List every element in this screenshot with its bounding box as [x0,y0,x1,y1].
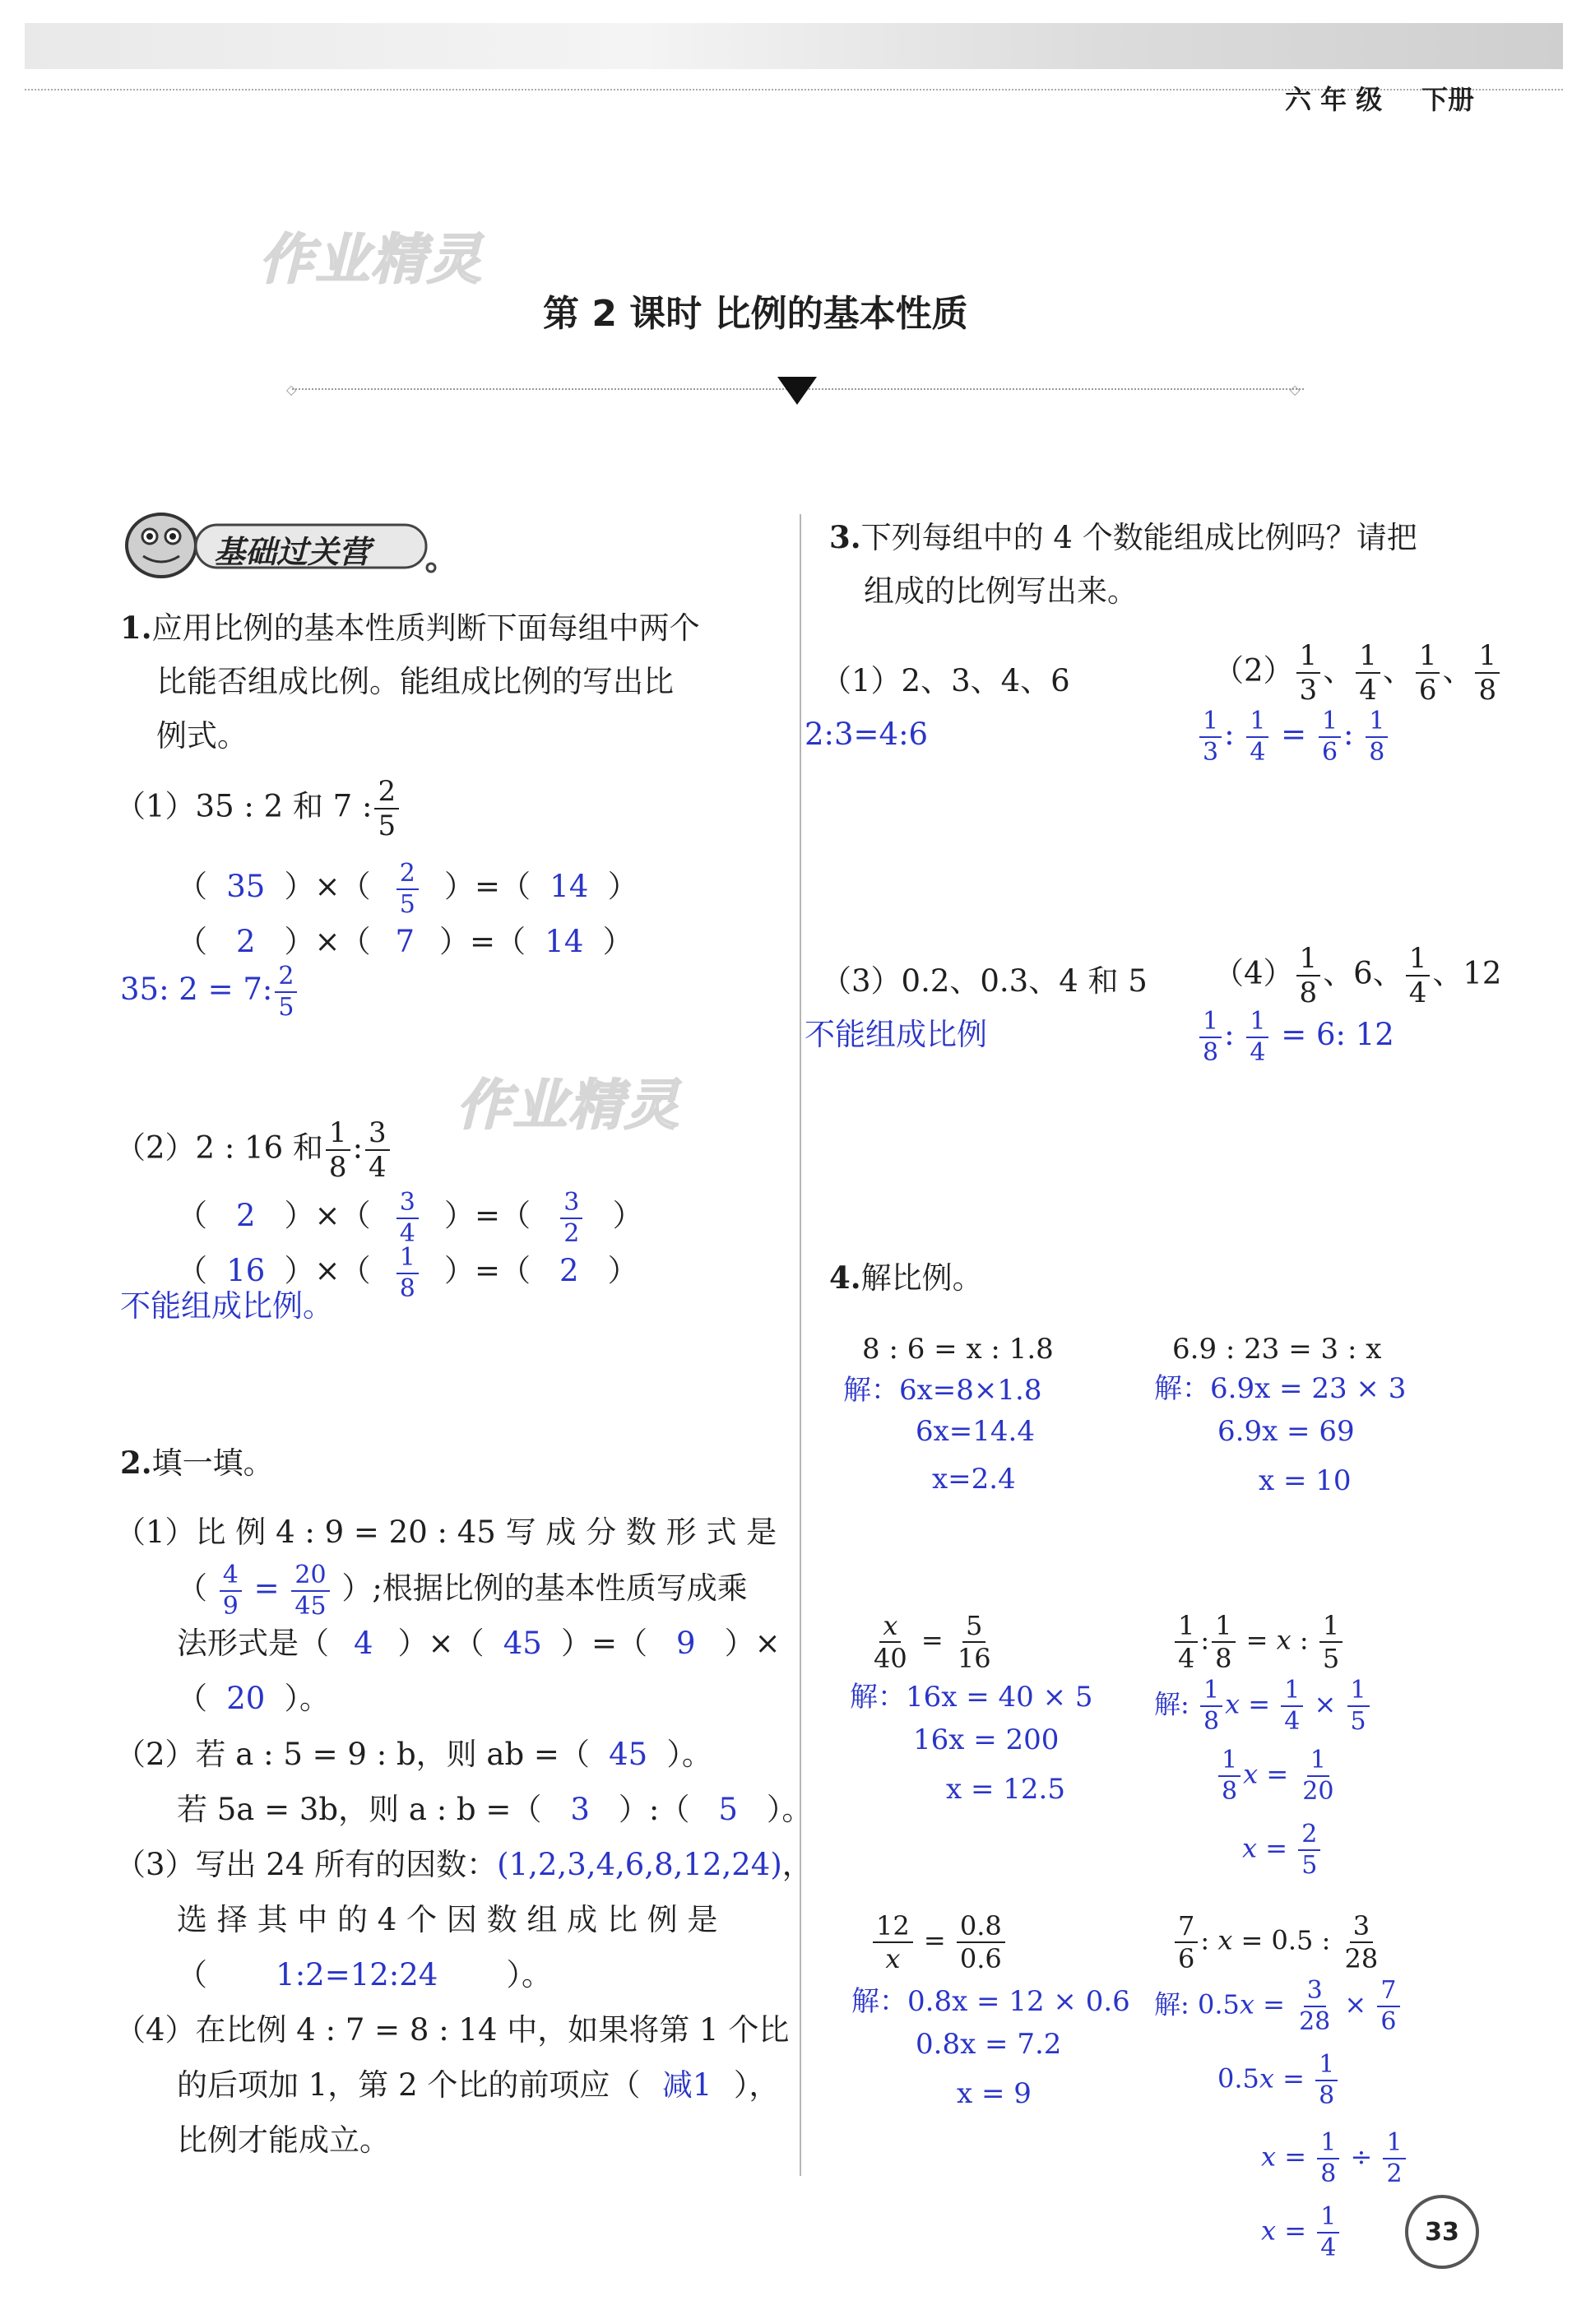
q4-e5-step3: x = 9 [957,2077,1032,2110]
down-triangle-icon [777,377,817,405]
q3-p2-answer: $\frac{1}{3}$ : $\frac{1}{4}$ = $\frac{1}{6}$ : $\frac{1}{8}$ [1197,707,1390,765]
q3-line1: 3.下列每组中的 4 个数能组成比例吗？请把 [829,519,1417,555]
q2-p4-line2: 的后项加 1，第 2 个比的前项应（ 减1 ）， [177,2067,780,2103]
q4-e5-step1: 解：0.8x = 12 × 0.6 [851,1985,1130,2018]
q1-line2: 比能否组成比例。能组成比例的写出比 [156,664,674,699]
q4-e1-problem: 8 : 6 = x : 1.8 [862,1333,1054,1366]
q4-e6-step2: 0.5x = $\frac{1}{8}$ [1217,2053,1340,2108]
q4-e6-step3: x = $\frac{1}{8}$ ÷ $\frac{1}{2}$ [1261,2131,1408,2187]
q2-p3-line1: （3）写出 24 所有的因数：(1,2,3,4,6,8,12,24)， [115,1847,813,1882]
q1-p2-row1: （ 2 ）×（ $\frac{3}{4}$ ）=（ $\frac{3}{2}$ ） [177,1187,643,1248]
watermark-top: 作业精灵 [259,228,483,291]
section-badge-label: 基础过关营 [214,534,371,570]
q2-p1-line1: （1）比 例 4 : 9 = 20 : 45 写 成 分 数 形 式 是 [115,1515,777,1550]
q1-p1-answer: 35: 2 = 7: $\frac{2}{5}$ [120,963,299,1020]
q1-line3: 例式。 [156,718,248,754]
q1-p2-answer: 不能组成比例。 [120,1288,333,1324]
q3-line2: 组成的比例写出来。 [864,573,1138,609]
q4-e5-problem: $\frac{12}{x}$ = $\frac{0.8}{0.6}$ [870,1913,1008,1972]
q4-e4-step1: 解: $\frac{1}{8}$ x = $\frac{1}{4}$ × $\frac{1}{5}$ [1154,1678,1372,1734]
q3-p1-label: （1）2、3、4、6 [821,663,1070,698]
page-number-badge: 33 [1405,2195,1479,2269]
q4-e2-step3: x = 10 [1259,1464,1352,1497]
volume-label: 下册 [1421,84,1475,115]
q2-p1-line2: （ $\frac{4}{9}$ = $\frac{20}{45}$ ）;根据比例的基本性质写成乘 [177,1560,748,1621]
q3-p3-label: （3）0.2、0.3、4 和 5 [821,963,1148,999]
q3-p3-answer: 不能组成比例 [805,1017,987,1052]
q4-e2-step2: 6.9x = 69 [1217,1415,1355,1448]
q4-e6-step1: 解: 0.5x = $\frac{3}{28}$ × $\frac{7}{6}$ [1154,1978,1403,2034]
column-divider [800,514,801,2176]
q1-line1: 1.应用比例的基本性质判断下面每组中两个 [120,610,700,646]
q2-p2-line1: （2）若 a : 5 = 9 : b，则 ab =（ 45 ）。 [115,1737,712,1772]
q1-p1-label: （1）35 : 2 和 7 : $\frac{2}{5}$ [115,777,401,840]
q3-p2-label: （2） $\frac{1}{3}$ 、 $\frac{1}{4}$ 、 $\frac{1}{6}$ 、 $\frac{1}{8}$ [1213,642,1502,704]
q4-e3-step2: 16x = 200 [913,1723,1060,1756]
q2-p3-line3: （ 1:2=12:24 ）。 [177,1957,553,1992]
q2-p1-line3: 法形式是（ 4 ）×（ 45 ）=（ 9 ）× [177,1626,781,1661]
q2-p4-line1: （4）在比例 4 : 7 = 8 : 14 中，如果将第 1 个比 [115,2012,790,2048]
q4-e2-step1: 解：6.9x = 23 × 3 [1154,1372,1407,1405]
q4-e3-problem: $\frac{x}{40}$ = $\frac{5}{16}$ [874,1610,991,1674]
q1-p1-row2: （ 2 ）×（ 7 ）=（ 14 ） [177,924,633,959]
q2-p1-line4: （ 20 ）。 [177,1681,331,1716]
q2-heading: 2.填一填。 [120,1445,274,1481]
q4-e6-problem: $\frac{7}{6}$ : x = 0.5 : $\frac{3}{28}$ [1172,1913,1384,1972]
q3-p1-answer: 2:3=4:6 [805,717,929,752]
q4-e3-step1: 解：16x = 40 × 5 [850,1681,1093,1714]
header-banner [25,23,1563,69]
q4-heading: 4.解比例。 [829,1259,983,1296]
q1-p1-row1: （ 35 ）×（ $\frac{2}{5}$ ）=（ 14 ） [177,858,638,919]
q1-p2-row2: （ 16 ）×（ $\frac{1}{8}$ ）=（ 2 ） [177,1242,638,1303]
q4-e6-step4: x = $\frac{1}{4}$ [1261,2205,1342,2261]
grade-label: 六 年 级 [1285,84,1383,115]
q4-e4-problem: $\frac{1}{4}$ : $\frac{1}{8}$ = x : $\frac{1}{5}$ [1172,1612,1345,1672]
q2-p2-line2: 若 5a = 3b，则 a : b =（ 3 ）:（ 5 ）。 [177,1792,813,1827]
q1-p2-label: （2）2 : 16 和 $\frac{1}{8}$ : $\frac{3}{4}$ [115,1119,392,1181]
q4-e4-step2: $\frac{1}{8}$ x = $\frac{1}{20}$ [1216,1748,1339,1804]
q4-e1-step1: 解：6x=8×1.8 [843,1374,1042,1407]
q4-e1-step2: 6x=14.4 [916,1415,1035,1448]
q2-p3-line2: 选 择 其 中 的 4 个 因 数 组 成 比 例 是 [177,1902,718,1937]
watermark-middle: 作业精灵 [457,1074,680,1137]
q3-p4-answer: $\frac{1}{8}$ : $\frac{1}{4}$ = 6: 12 [1197,1008,1394,1065]
q3-p4-label: （4） $\frac{1}{8}$ 、6、 $\frac{1}{4}$ 、12 [1213,942,1502,1009]
divider-right-diamond: ◇ [1290,382,1301,397]
section-badge [122,508,443,582]
q2-p4-line3: 比例才能成立。 [177,2122,390,2158]
q4-e2-problem: 6.9 : 23 = 3 : x [1172,1333,1382,1366]
q4-e1-step3: x=2.4 [932,1463,1016,1496]
divider-left-diamond: ◇ [286,382,297,397]
q4-e5-step2: 0.8x = 7.2 [916,2028,1062,2061]
page-title: 第 2 课时 比例的基本性质 [543,293,968,335]
q4-e4-step3: x = $\frac{2}{5}$ [1242,1822,1323,1878]
q4-e3-step3: x = 12.5 [946,1773,1065,1806]
